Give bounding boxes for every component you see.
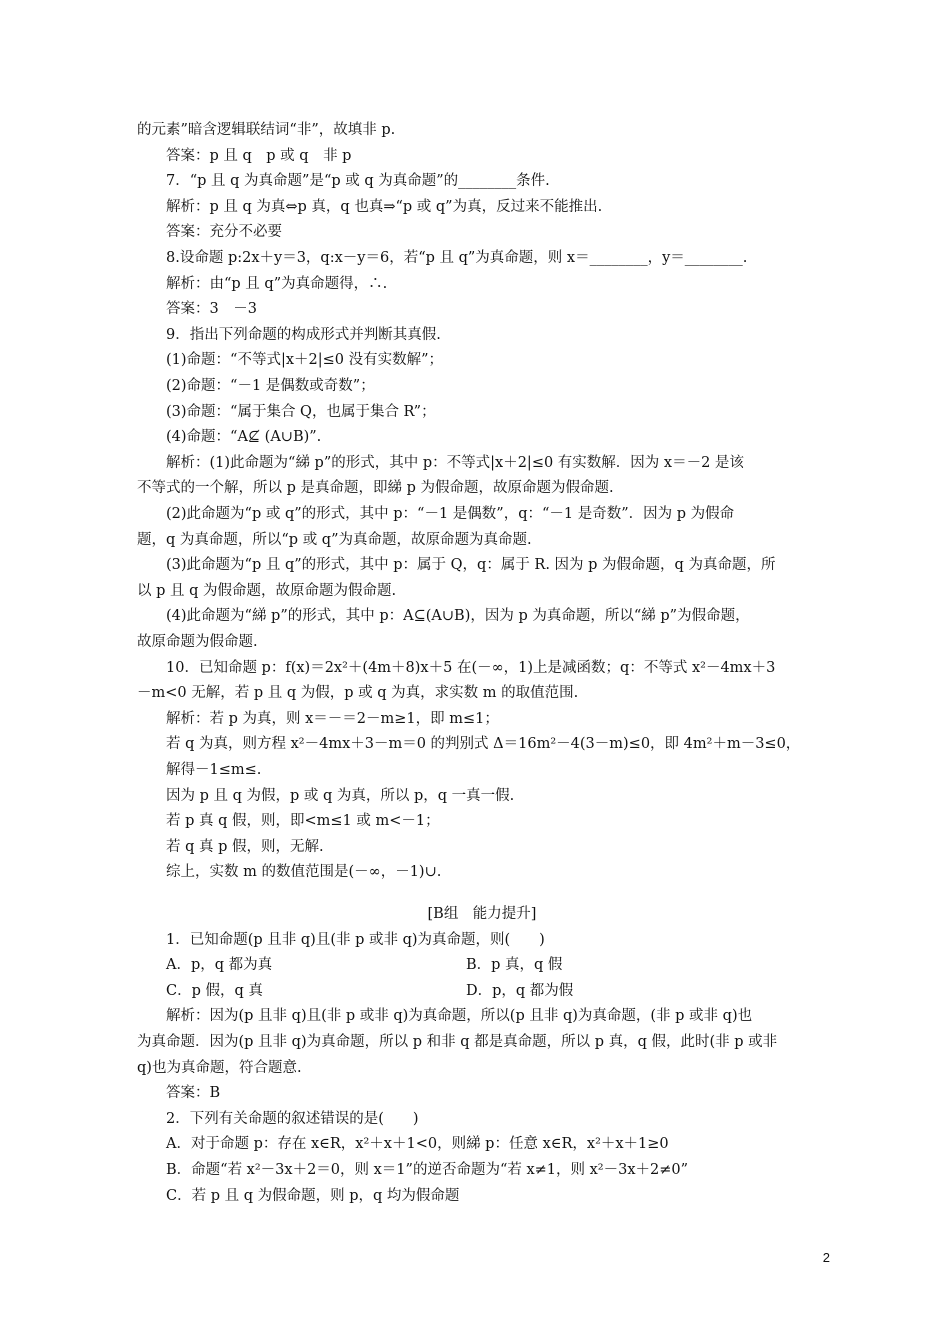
text-line: 10．已知命题 p：f(x)＝2x²＋(4m＋8)x＋5 在(－∞，1)上是减函数；q：不等式 x²－4mx＋3 bbox=[166, 660, 776, 676]
text-line: 解得－1≤m≤. bbox=[166, 762, 262, 778]
text-line: 故原命题为假命题. bbox=[137, 634, 258, 650]
text-line: 以 p 且 q 为假命题，故原命题为假命题. bbox=[137, 583, 397, 599]
text-line: (4)此命题为“綈 p”的形式，其中 p：A⊆(A∪B)，因为 p 为真命题，所以“綈 p”为假命题， bbox=[166, 608, 750, 624]
text-line: 答案：3 －3 bbox=[166, 301, 257, 317]
text-line: 因为 p 且 q 为假，p 或 q 为真，所以 p，q 一真一假. bbox=[166, 788, 515, 804]
text-line: (3)命题：“属于集合 Q，也属于集合 R”； bbox=[166, 404, 436, 420]
text-line: A．对于命题 p：存在 x∈R，x²＋x＋1<0，则綈 p：任意 x∈R，x²＋x＋1≥0 bbox=[166, 1136, 669, 1152]
text-line: 不等式的一个解，所以 p 是真命题，即綈 p 为假命题，故原命题为假命题. bbox=[137, 480, 614, 496]
text-line: 题，q 为真命题，所以“p 或 q”为真命题，故原命题为真命题. bbox=[137, 532, 532, 548]
text-line: 7．“p 且 q 为真命题”是“p 或 q 为真命题”的________条件. bbox=[166, 173, 550, 189]
text-line: 综上，实数 m 的数值范围是(－∞，－1)∪. bbox=[166, 864, 442, 880]
text-line: 若 p 真 q 假，则，即<m≤1 或 m<－1； bbox=[166, 813, 440, 829]
text-line: 8.设命题 p:2x＋y＝3，q:x－y＝6，若“p 且 q”为真命题，则 x＝________，y＝________. bbox=[166, 250, 748, 266]
text-line: 答案：p 且 q p 或 q 非 p bbox=[166, 148, 352, 164]
text-line: 解析：由“p 且 q”为真命题得，∴. bbox=[166, 276, 388, 292]
text-line: 解析：p 且 q 为真⇔p 真，q 也真⇒“p 或 q”为真，反过来不能推出. bbox=[166, 199, 603, 215]
text-line: 的元素”暗含逻辑联结词“非”，故填非 p. bbox=[137, 122, 396, 138]
text-line: 若 q 为真，则方程 x²－4mx＋3－m＝0 的判别式 Δ＝16m²－4(3－m)≤0，即 4m²＋m－3≤0， bbox=[166, 736, 801, 752]
option-line: A．p，q 都为真 bbox=[166, 957, 273, 973]
text-line: 1．已知命题(p 且非 q)且(非 p 或非 q)为真命题，则( ) bbox=[166, 932, 545, 948]
text-line: C．若 p 且 q 为假命题，则 p，q 均为假命题 bbox=[166, 1188, 460, 1204]
section-title: [B组 能力提升] bbox=[427, 906, 537, 922]
text-line: (4)命题：“A⊈ (A∪B)”. bbox=[166, 429, 322, 445]
text-line: B．命题“若 x²－3x＋2＝0，则 x＝1”的逆否命题为“若 x≠1，则 x²－3x＋2≠0” bbox=[166, 1162, 689, 1178]
text-line: (3)此命题为“p 且 q”的形式，其中 p：属于 Q，q：属于 R. 因为 p 为假命题，q 为真命题，所 bbox=[166, 557, 776, 573]
text-line: 9．指出下列命题的构成形式并判断其真假. bbox=[166, 327, 441, 343]
text-line: 解析：若 p 为真，则 x＝－＝2－m≥1，即 m≤1； bbox=[166, 711, 499, 727]
text-line: (1)命题：“不等式|x＋2|≤0 没有实数解”； bbox=[166, 352, 444, 368]
option-line: B．p 真，q 假 bbox=[466, 957, 563, 973]
text-line: (2)此命题为“p 或 q”的形式，其中 p：“－1 是偶数”，q：“－1 是奇数”．因为 p 为假命 bbox=[166, 506, 735, 522]
option-line: D．p，q 都为假 bbox=[466, 983, 574, 999]
text-line: (2)命题：“－1 是偶数或奇数”； bbox=[166, 378, 375, 394]
text-line: 答案：充分不必要 bbox=[166, 224, 282, 240]
page-number: 2 bbox=[822, 1250, 830, 1265]
text-line: 答案：B bbox=[166, 1085, 221, 1101]
text-line: 2．下列有关命题的叙述错误的是( ) bbox=[166, 1111, 419, 1127]
text-line: 解析：因为(p 且非 q)且(非 p 或非 q)为真命题，所以(p 且非 q)为真命题，(非 p 或非 q)也 bbox=[166, 1008, 753, 1024]
text-line: －m<0 无解，若 p 且 q 为假，p 或 q 为真，求实数 m 的取值范围. bbox=[137, 685, 579, 701]
text-line: 若 q 真 p 假，则，无解. bbox=[166, 839, 324, 855]
text-line: 解析：(1)此命题为“綈 p”的形式，其中 p：不等式|x＋2|≤0 有实数解．因为 x＝－2 是该 bbox=[166, 455, 744, 471]
text-line: 为真命题．因为(p 且非 q)为真命题，所以 p 和非 q 都是真命题，所以 p 真，q 假，此时(非 p 或非 bbox=[137, 1034, 778, 1050]
option-line: C．p 假，q 真 bbox=[166, 983, 263, 999]
text-line: q)也为真命题，符合题意. bbox=[137, 1060, 302, 1076]
